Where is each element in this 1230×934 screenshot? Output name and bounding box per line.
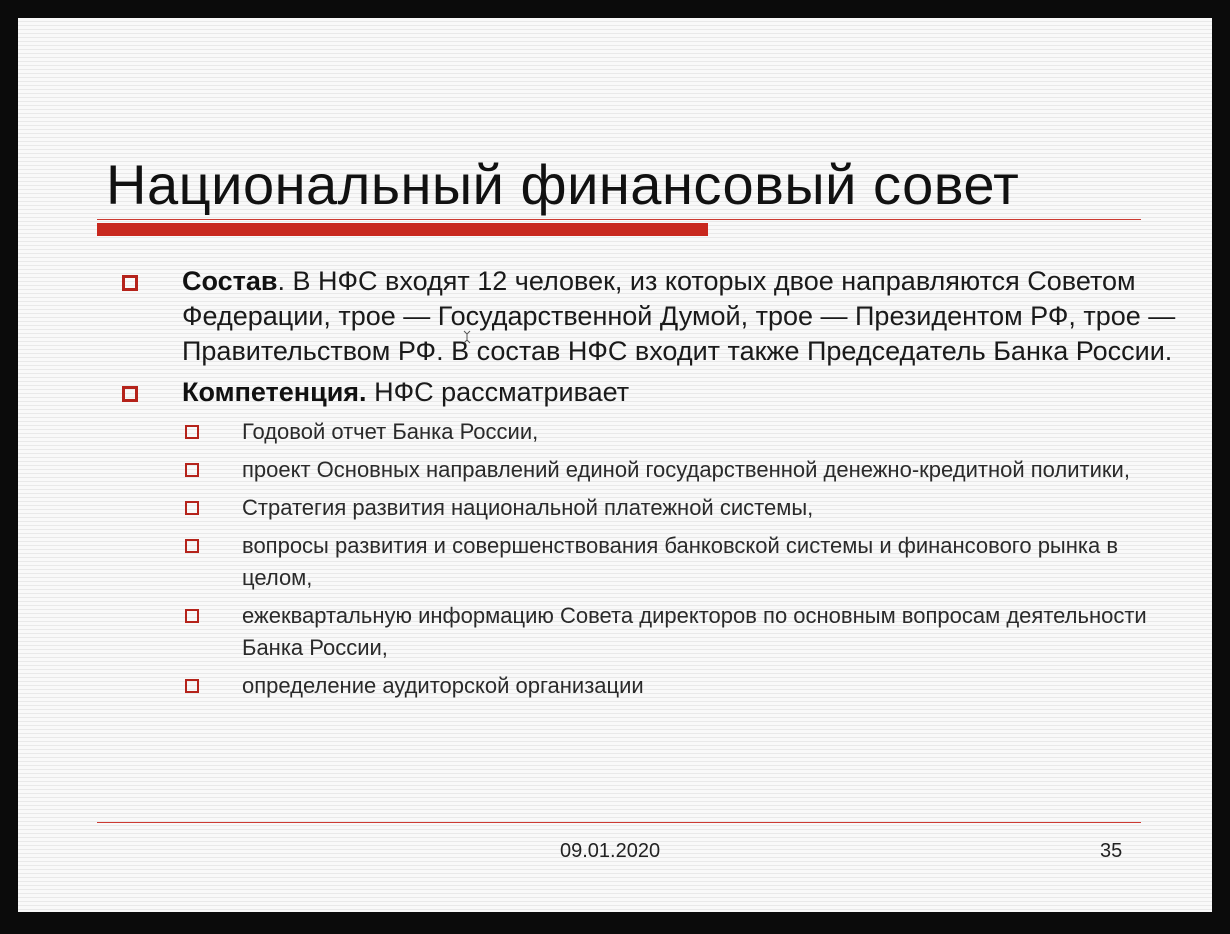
square-outline-bullet-icon <box>185 425 199 439</box>
slide-content <box>118 264 1178 708</box>
square-outline-bullet-icon <box>185 609 199 623</box>
sub-bullet-payment-strategy <box>118 492 1178 524</box>
text-cursor-icon <box>463 330 471 344</box>
presentation-slide <box>18 18 1212 912</box>
footer-date: 09.01.2020 <box>560 840 661 862</box>
sub-bullet-text: вопросы развития и совершенствования банковской системы и финансового рынка в целом, <box>242 533 1119 590</box>
title-underline-thick <box>97 223 708 236</box>
sub-bullet-banking-development <box>118 530 1178 594</box>
sub-bullet-text: Стратегия развития национальной платежной системы, <box>242 495 814 520</box>
slide-page-number: 35 <box>1100 840 1123 862</box>
square-outline-bullet-icon <box>122 386 138 402</box>
title-underline-thin <box>97 219 1141 220</box>
bullet-composition-label: Состав <box>182 266 278 296</box>
sub-bullet-text: ежеквартальную информацию Совета директоров по основным вопросам деятельности Банка России, <box>242 603 1147 660</box>
bullet-competence <box>118 375 1178 410</box>
square-outline-bullet-icon <box>185 501 199 515</box>
sub-bullet-quarterly-info <box>118 600 1178 664</box>
square-outline-bullet-icon <box>185 539 199 553</box>
bullet-composition <box>118 264 1178 369</box>
sub-bullet-text: Годовой отчет Банка России, <box>242 419 539 444</box>
sub-bullet-annual-report <box>118 416 1178 448</box>
bullet-competence-label: Компетенция. <box>182 377 367 407</box>
sub-bullet-audit-org <box>118 670 1178 702</box>
bullet-competence-text: НФС рассматривает <box>366 377 630 407</box>
square-outline-bullet-icon <box>185 463 199 477</box>
sub-bullet-text: проект Основных направлений единой государственной денежно-кредитной политики, <box>242 457 1130 482</box>
footer-divider <box>97 822 1141 823</box>
sub-bullet-monetary-policy <box>118 454 1178 486</box>
bullet-composition-text: . В НФС входят 12 человек, из которых двое направляются Советом Федерации, трое — Государственной Думой, трое — Президентом РФ, трое — Правительством РФ. В состав НФС входит также Председатель Банка России. <box>182 266 1176 366</box>
sub-bullet-text: определение аудиторской организации <box>242 673 644 698</box>
slide-title: Национальный финансовый совет <box>106 153 1020 216</box>
square-outline-bullet-icon <box>122 275 138 291</box>
square-outline-bullet-icon <box>185 679 199 693</box>
